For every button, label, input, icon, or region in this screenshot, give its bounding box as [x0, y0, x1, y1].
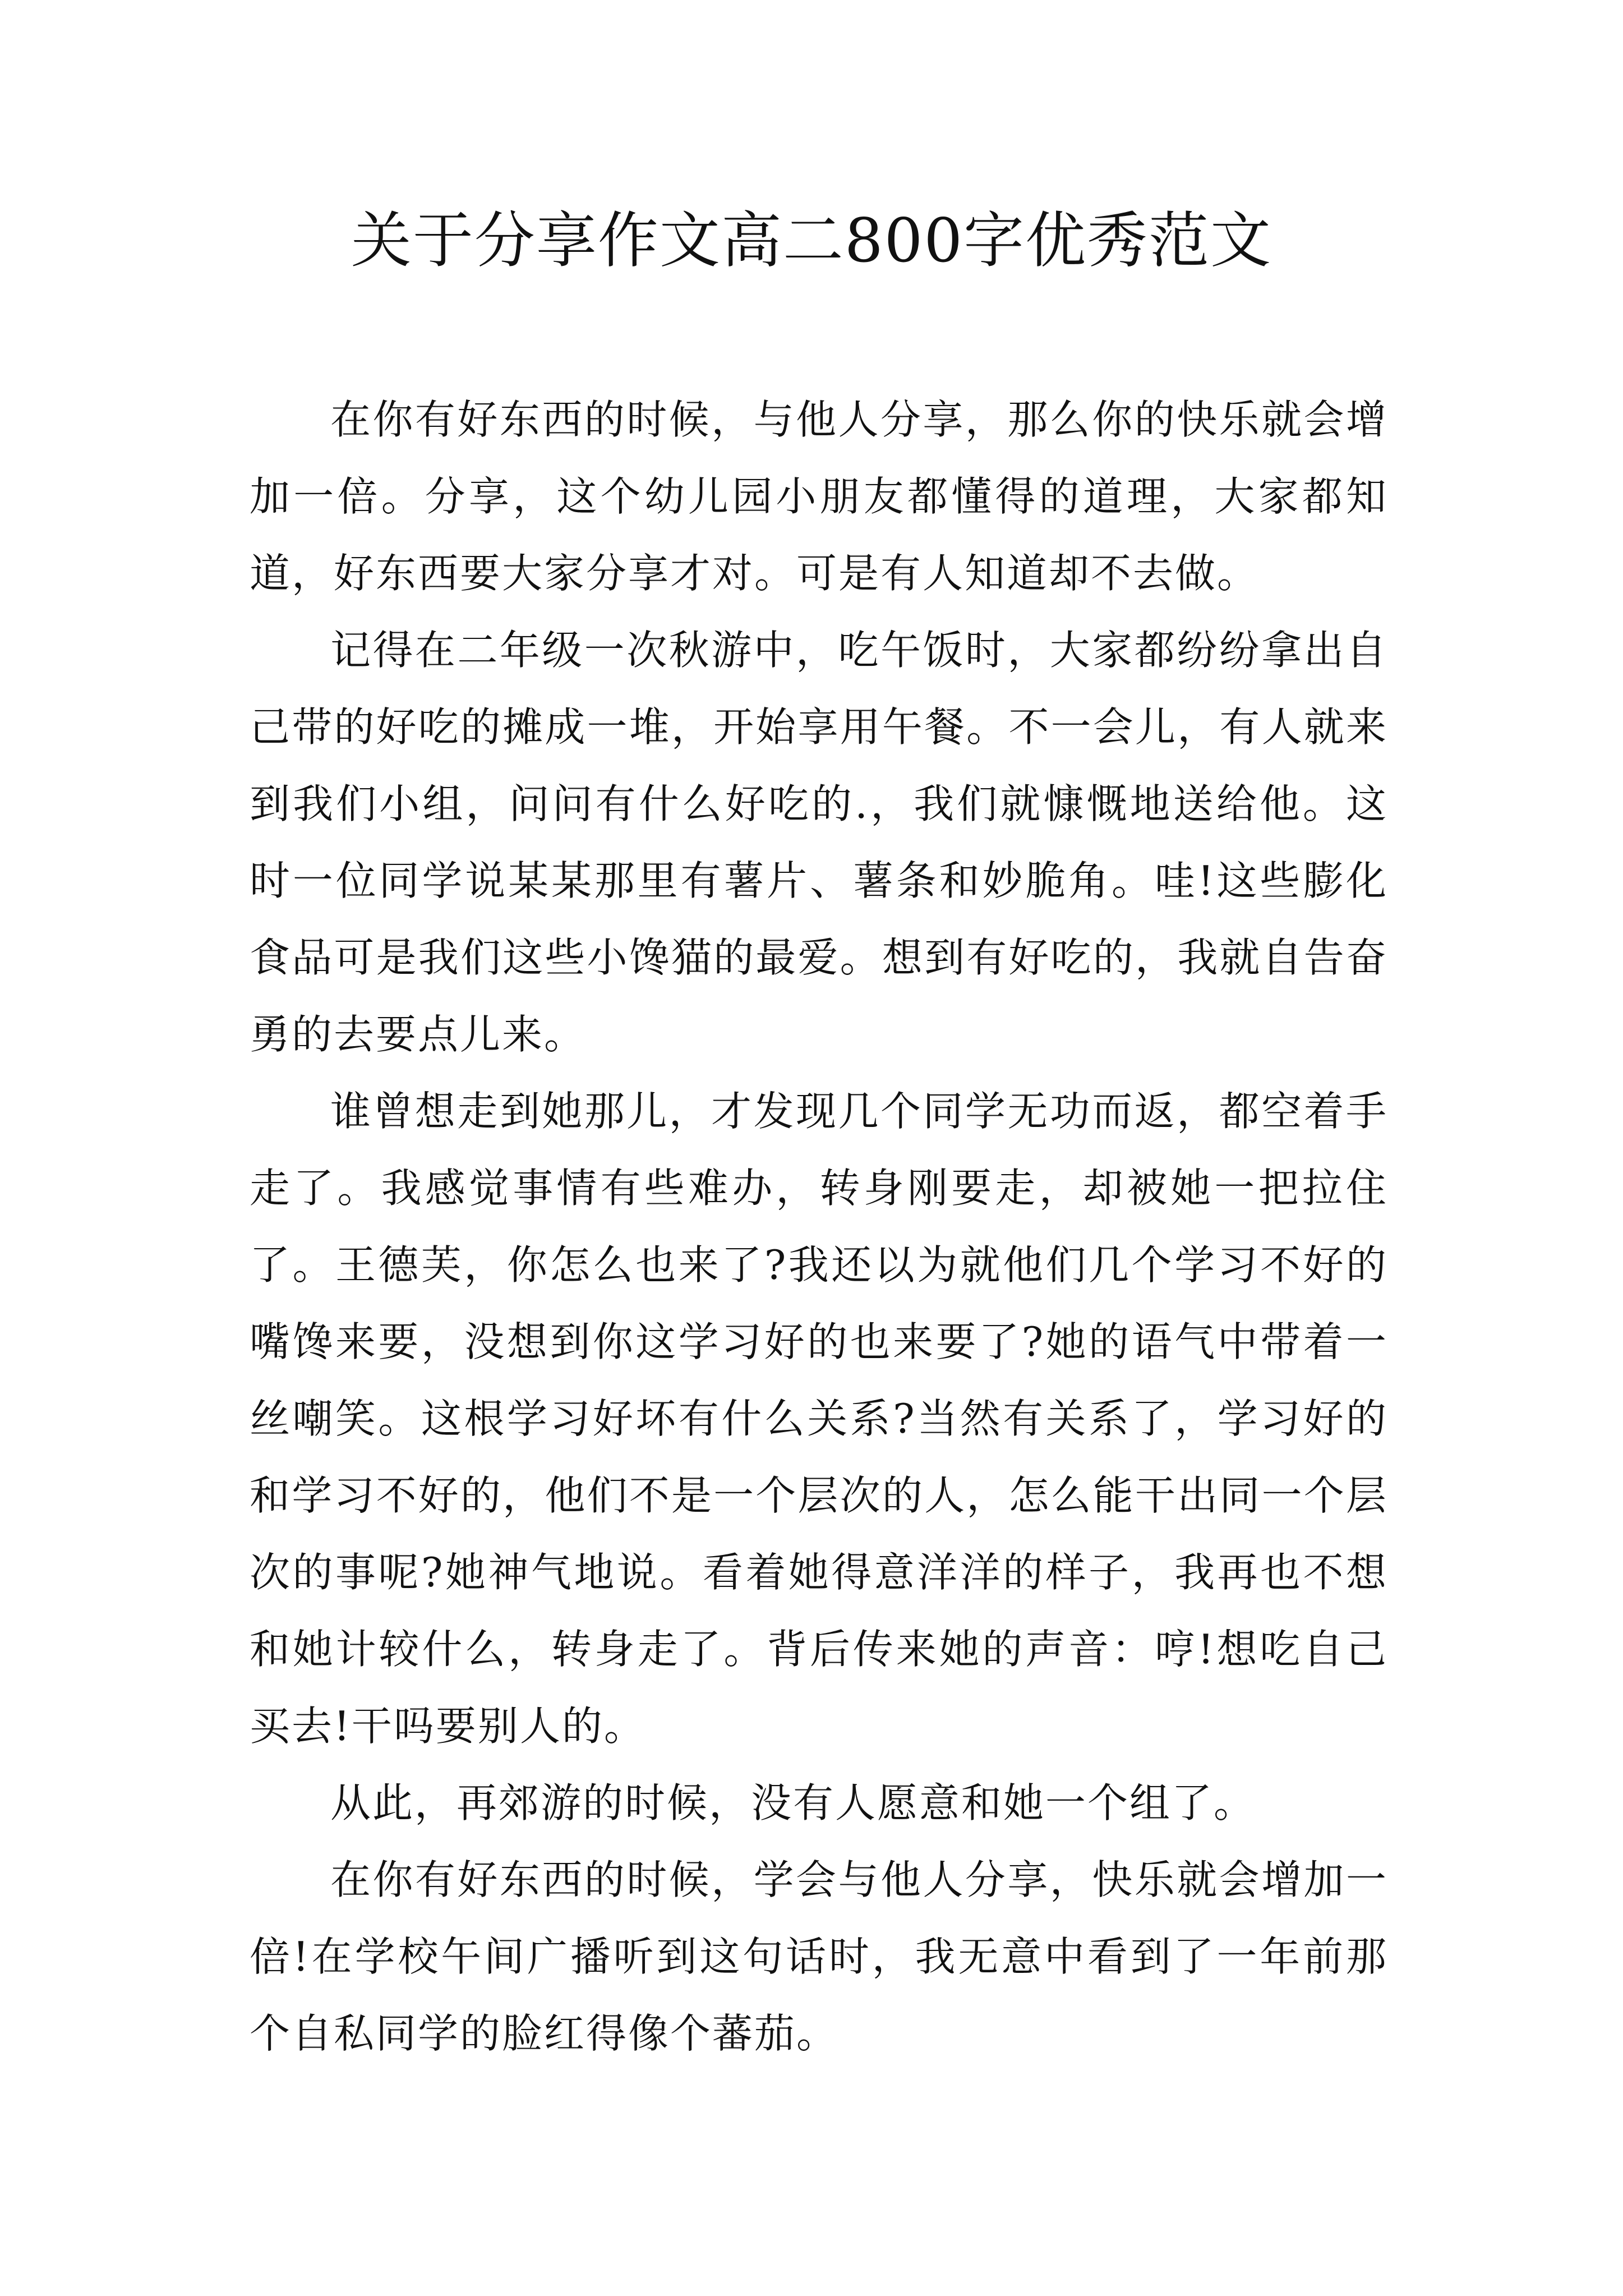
- paragraph-5: 在你有好东西的时候，学会与他人分享，快乐就会增加一倍!在学校午间广播听到这句话时，我无意中看到了一年前那个自私同学的脸红得像个蕃茄。: [250, 1856, 1388, 2057]
- paragraph-3: 谁曾想走到她那儿，才发现几个同学无功而返，都空着手走了。我感觉事情有些难办，转身刚要走，却被她一把拉住了。王德芙，你怎么也来了?我还以为就他们几个学习不好的嘴馋来要，没想到你这学习好的也来要了?她的语气中带着一丝嘲笑。这根学习好坏有什么关系?当然有关系了，学习好的和学习不好的，他们不是一个层次的人，怎么能干出同一个层次的事呢?她神气地说。看着她得意洋洋的样子，我再也不想和她计较什么，转身走了。背后传来她的声音：哼!想吃自己买去!干吗要别人的。: [250, 1088, 1388, 1750]
- document-body: [250, 381, 1388, 2072]
- paragraph-2: 记得在二年级一次秋游中，吃午饭时，大家都纷纷拿出自己带的好吃的摊成一堆，开始享用午餐。不一会儿，有人就来到我们小组，问问有什么好吃的.，我们就慷慨地送给他。这时一位同学说某某那里有薯片、薯条和妙脆角。哇!这些膨化食品可是我们这些小馋猫的最爱。想到有好吃的，我就自告奋勇的去要点儿来。: [250, 627, 1388, 1058]
- paragraph-4: 从此，再郊游的时候，没有人愿意和她一个组了。: [330, 1779, 1256, 1826]
- document-title: 关于分享作文高二800字优秀范文: [351, 206, 1272, 276]
- paragraph-1: 在你有好东西的时候，与他人分享，那么你的快乐就会增加一倍。分享，这个幼儿园小朋友都懂得的道理，大家都知道，好东西要大家分享才对。可是有人知道却不去做。: [250, 396, 1388, 597]
